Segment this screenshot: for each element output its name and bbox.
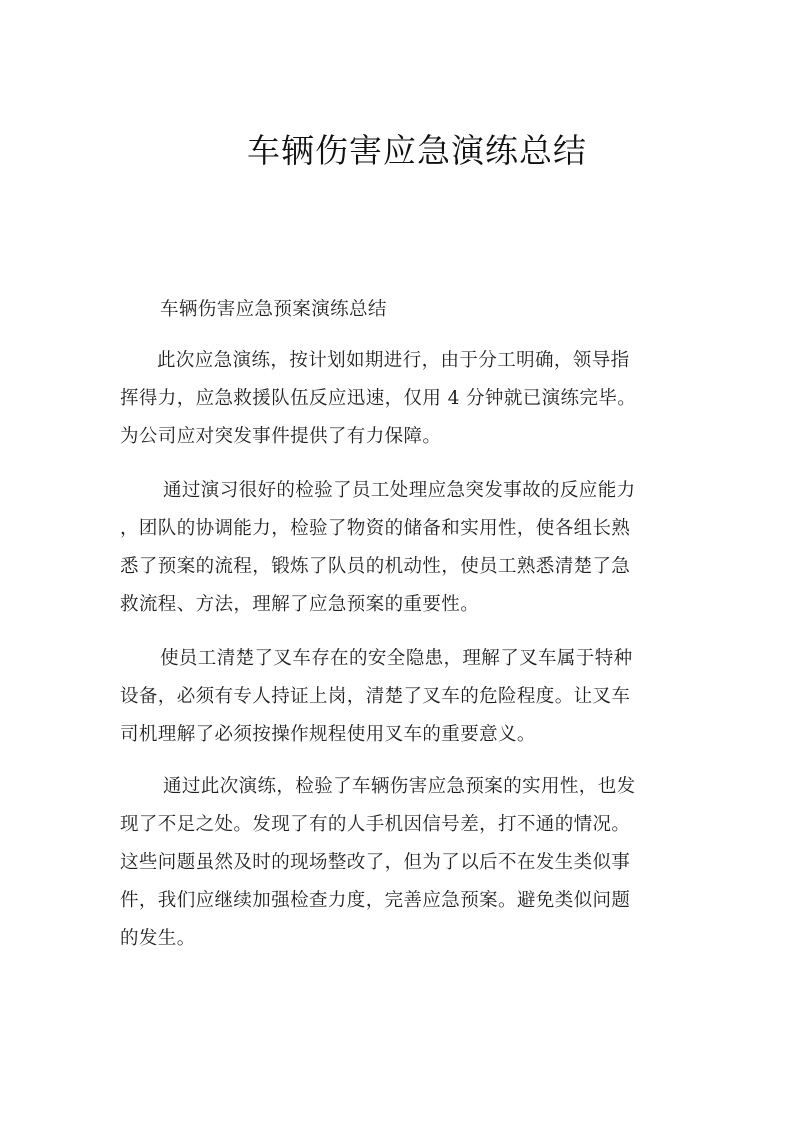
paragraph-line: 通过演习很好的检验了员工处理应急突发事故的反应能力 — [163, 480, 636, 501]
paragraph-line: ，团队的协调能力，检验了物资的储备和实用性，使各组长熟 — [120, 518, 631, 539]
paragraph-line: 司机理解了必须按操作规程使用叉车的重要意义。 — [120, 724, 536, 745]
paragraph-line: 救流程、方法，理解了应急预案的重要性。 — [120, 594, 480, 615]
paragraph-line: 悉了预案的流程，锻炼了队员的机动性，使员工熟悉清楚了急 — [120, 556, 631, 577]
paragraph-line: 使员工清楚了叉车存在的安全隐患，理解了叉车属于特种 — [160, 648, 633, 669]
paragraph-line: 现了不足之处。发现了有的人手机因信号差，打不通的情况。 — [120, 814, 631, 835]
paragraph-line: 设备，必须有专人持证上岗，清楚了叉车的危险程度。让叉车 — [120, 686, 631, 707]
paragraph-line: 件，我们应继续加强检查力度，完善应急预案。避免类似问题 — [120, 890, 631, 911]
paragraph-line: 挥得力，应急救援队伍反应迅速，仅用 4 分钟就已演练完毕。 — [120, 388, 637, 409]
paragraph-line: 为公司应对突发事件提供了有力保障。 — [120, 426, 442, 447]
paragraph-line: 通过此次演练，检验了车辆伤害应急预案的实用性，也发 — [163, 776, 636, 797]
paragraph-line: 的发生。 — [120, 928, 196, 949]
paragraph-line: 此次应急演练，按计划如期进行，由于分工明确，领导指 — [157, 350, 630, 371]
paragraph-line: 这些问题虽然及时的现场整改了，但为了以后不在发生类似事 — [120, 852, 631, 873]
document-subtitle: 车辆伤害应急预案演练总结 — [160, 299, 387, 320]
document-title: 车辆伤害应急演练总结 — [247, 131, 587, 170]
